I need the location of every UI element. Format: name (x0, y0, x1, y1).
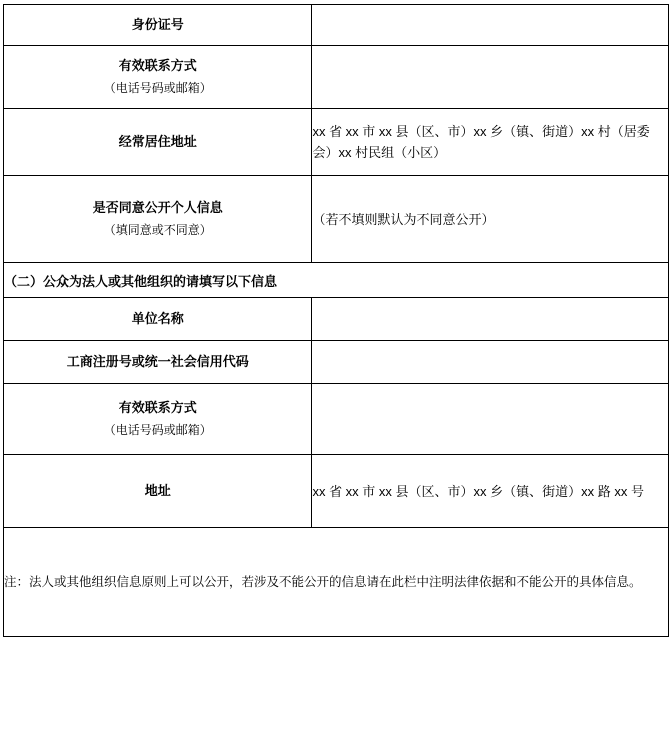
row-value-residence-address[interactable]: xx 省 xx 市 xx 县（区、市）xx 乡（镇、街道）xx 村（居委会）xx 村民组（小区） (312, 109, 669, 176)
label-text: 是否同意公开个人信息 (92, 200, 223, 215)
label-text: 有效联系方式 (118, 58, 197, 73)
label-subtext: （电话号码或邮箱） (103, 81, 212, 95)
label-text: 工商注册号或统一社会信用代码 (66, 354, 249, 369)
note-row (4, 528, 669, 637)
table-row (4, 46, 669, 109)
label-text: 地址 (144, 483, 171, 498)
row-label-id-number (4, 5, 312, 46)
label-subtext: （电话号码或邮箱） (103, 423, 212, 437)
label-subtext: （填同意或不同意） (103, 223, 212, 237)
label-text: 单位名称 (131, 311, 184, 326)
form-note: 注：法人或其他组织信息原则上可以公开，若涉及不能公开的信息请在此栏中注明法律依据和不能公开的具体信息。 (4, 528, 669, 637)
label-text: 经常居住地址 (118, 134, 197, 149)
table-row (4, 298, 669, 341)
label-text: 有效联系方式 (118, 400, 197, 415)
section-title-legal-entity: （二）公众为法人或其他组织的请填写以下信息 (4, 263, 669, 298)
row-label-contact-entity (4, 384, 312, 455)
section-header-row (4, 263, 669, 298)
table-row (4, 384, 669, 455)
table-row (4, 341, 669, 384)
row-label-entity-address (4, 455, 312, 528)
row-label-residence-address (4, 109, 312, 176)
row-label-registration-code (4, 341, 312, 384)
table-row (4, 455, 669, 528)
table-row (4, 5, 669, 46)
row-label-contact (4, 46, 312, 109)
row-value-entity-address[interactable]: xx 省 xx 市 xx 县（区、市）xx 乡（镇、街道）xx 路 xx 号 (312, 455, 669, 528)
label-text: 身份证号 (131, 17, 184, 32)
row-value-registration-code[interactable] (312, 341, 669, 384)
public-information-form (3, 4, 669, 637)
row-value-consent-disclosure[interactable]: （若不填则默认为不同意公开） (312, 176, 669, 263)
row-label-consent-disclosure (4, 176, 312, 263)
row-value-contact[interactable] (312, 46, 669, 109)
row-label-unit-name (4, 298, 312, 341)
table-row (4, 109, 669, 176)
row-value-contact-entity[interactable] (312, 384, 669, 455)
row-value-id-number[interactable] (312, 5, 669, 46)
row-value-unit-name[interactable] (312, 298, 669, 341)
table-row (4, 176, 669, 263)
